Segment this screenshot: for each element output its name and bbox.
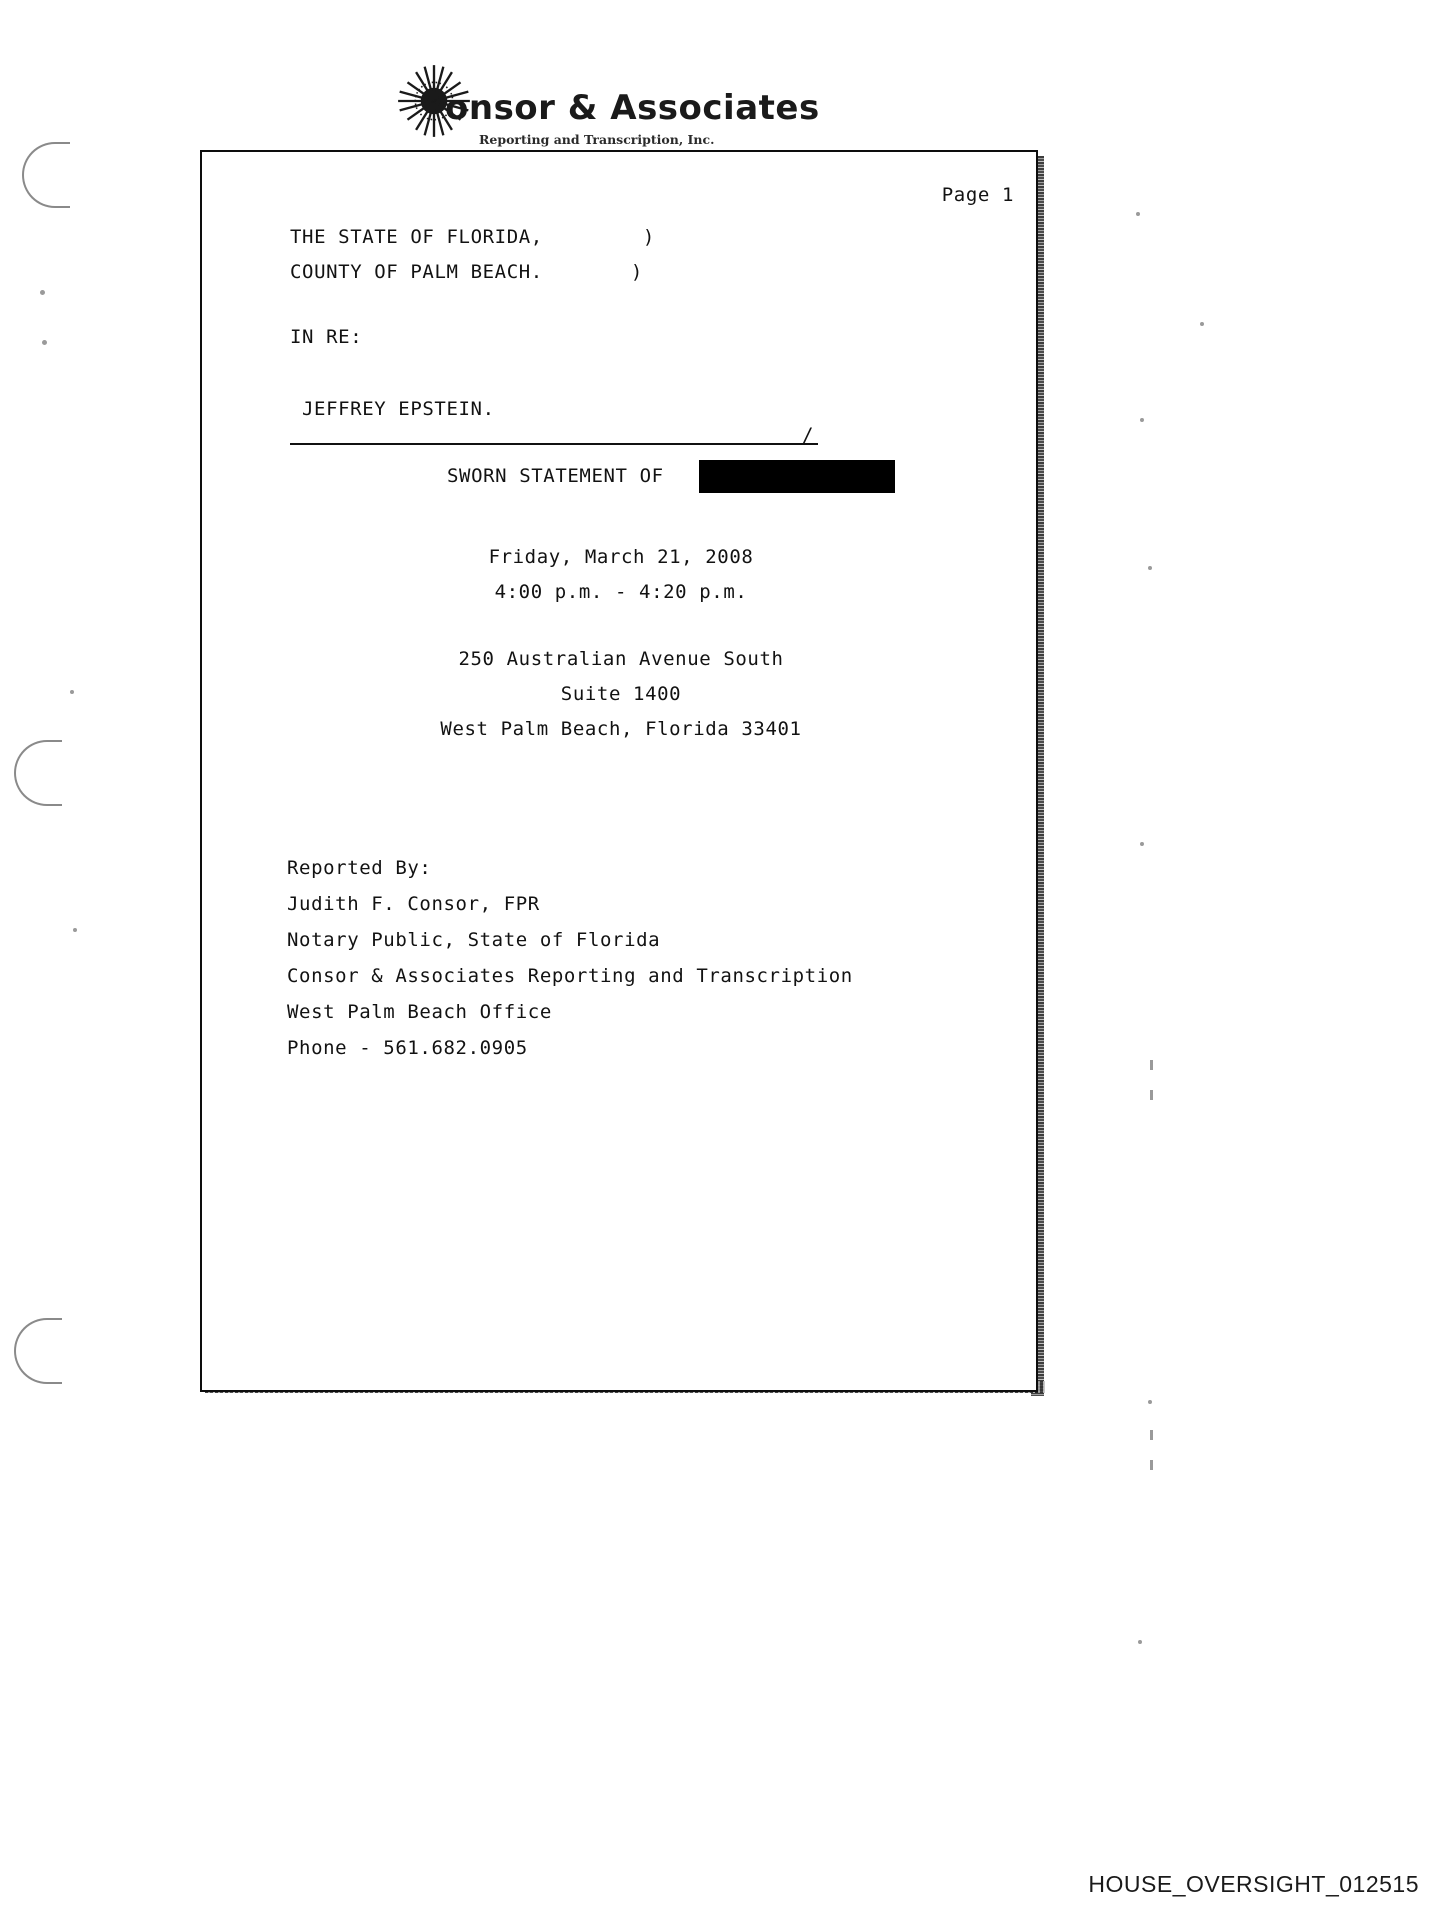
reported-by-label: Reported By:: [287, 857, 432, 879]
binder-hole: [22, 142, 70, 208]
scan-speck: [73, 928, 77, 932]
proceeding-datetime: [202, 540, 1040, 610]
caption-state-text: THE STATE OF FLORIDA,: [290, 226, 543, 248]
scan-speck: [70, 690, 74, 694]
redaction-bar: [699, 460, 895, 493]
proceeding-date: Friday, March 21, 2008: [488, 546, 754, 568]
scan-speck: [1150, 1090, 1153, 1100]
scan-speck: [1150, 1060, 1153, 1070]
reporter-title: Notary Public, State of Florida: [287, 929, 661, 951]
proceeding-time: 4:00 p.m. - 4:20 p.m.: [494, 581, 748, 603]
caption-line-state: [290, 220, 655, 255]
scan-speck: [1200, 322, 1204, 326]
letterhead-tagline: Reporting and Transcription, Inc.: [479, 132, 715, 147]
scan-speck: [1150, 1430, 1153, 1440]
letterhead-company-name: onsor & Associates: [445, 88, 820, 128]
reporter-office: West Palm Beach Office: [287, 1001, 552, 1023]
address-line-2: Suite 1400: [560, 683, 682, 705]
scan-speck: [1140, 842, 1144, 846]
in-re-label: IN RE:: [290, 326, 363, 348]
document-title: SWORN STATEMENT OF: [447, 465, 664, 487]
binder-hole: [14, 740, 62, 806]
scan-speck: [1150, 1460, 1153, 1470]
scan-speck: [1148, 566, 1152, 570]
party-name: JEFFREY EPSTEIN.: [302, 398, 495, 420]
scan-speck: [1148, 1400, 1152, 1404]
caption-slash: /: [802, 424, 815, 446]
address-line-3: West Palm Beach, Florida 33401: [440, 718, 802, 740]
reporter-firm: Consor & Associates Reporting and Transcription: [287, 965, 853, 987]
document-page: [200, 150, 1038, 1392]
binder-hole: [14, 1318, 62, 1384]
caption-state-paren: ): [642, 226, 655, 248]
reporter-phone: Phone - 561.682.0905: [287, 1037, 528, 1059]
reporter-name: Judith F. Consor, FPR: [287, 893, 540, 915]
proceeding-address: [202, 642, 1040, 747]
scan-speck: [1138, 1640, 1142, 1644]
reporter-block: [287, 850, 853, 1066]
caption-county-paren: ): [630, 261, 643, 283]
scan-speck: [1140, 418, 1144, 422]
caption-divider-rule: [290, 443, 818, 445]
bates-stamp: HOUSE_OVERSIGHT_012515: [1088, 1871, 1419, 1897]
scan-speck: [1136, 212, 1140, 216]
caption-county-text: COUNTY OF PALM BEACH.: [290, 261, 543, 283]
case-caption: [290, 220, 655, 290]
caption-line-county: [290, 255, 655, 290]
letterhead: [395, 62, 820, 154]
page-number: Page 1: [941, 184, 1014, 206]
address-line-1: 250 Australian Avenue South: [458, 648, 784, 670]
scan-speck: [40, 290, 45, 295]
scan-speck: [42, 340, 47, 345]
